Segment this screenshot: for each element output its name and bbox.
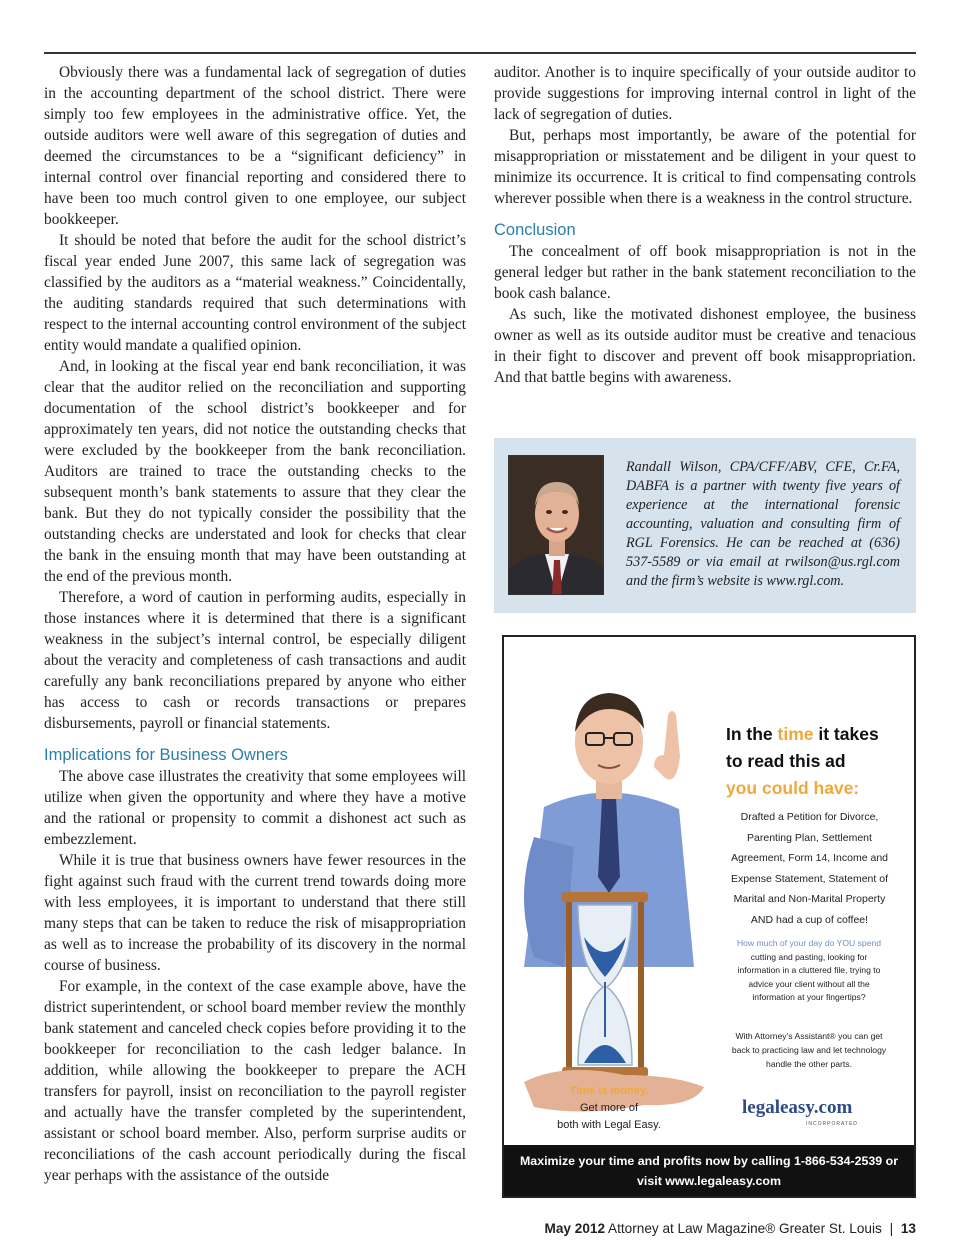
top-rule — [44, 52, 916, 54]
ad-get-more-line-1: Get more of — [579, 1102, 639, 1114]
ad-call-to-action-bar[interactable] — [504, 1145, 914, 1196]
logo-incorporated: INCORPORATED — [806, 1121, 858, 1127]
left-column — [44, 62, 466, 1186]
man-with-hourglass-illustration — [504, 637, 714, 1142]
left-paragraph-2: It should be noted that before the audit for the school district’s fiscal year ended June 2007, this same lack of segregation was classified by the auditors as a “material weakness.” Coincidentally, the auditing standards required that such determinations with respect to the internal accounting control environment of the subject entity would mandate a qualified opinion. — [44, 232, 466, 354]
page-number: 13 — [900, 1221, 916, 1236]
page-footer — [400, 1221, 916, 1236]
logo-wordmark: legaleasy — [742, 1097, 814, 1118]
ad-time-money — [524, 1083, 694, 1134]
ad-question-highlight: How much of your day do YOU spend — [736, 938, 882, 948]
right-paragraph-1: auditor. Another is to inquire specifically of your outside auditor to provide suggestions for improving internal control in light of the lack of segregation of duties. — [494, 64, 916, 123]
right-column — [494, 62, 916, 388]
conclusion-heading: Conclusion — [494, 221, 576, 239]
left-paragraph-4: Therefore, a word of caution in performing audits, especially in those instances where it is determined that there is a significant weakness in the subject’s internal control, be especially diligent about the veracity and completeness of cash transactions and audit carefully any bank reconciliations prepared by anyone who either has access to cash or records transactions or prepares disbursements, payroll or financial statements. — [44, 589, 466, 732]
left-paragraph-3: And, in looking at the fiscal year end bank reconciliation, it was clear that the auditor relied on the reconciliation and supporting documentation of the school district’s bookkeeper and for approximately ten years, did not notice the outstanding checks that were excluded by the bookkeeper from the bank reconciliation. Auditors are trained to trace the outstanding checks to the subsequent month’s bank statements to assure that they clear the bank. But they do not typically consider the possibility that the outstanding checks are understated and look for checks that clear the bank in the ensuing month that may have been outstanding at the end of the previous month. — [44, 358, 466, 585]
logo-dotcom: .com — [813, 1097, 853, 1118]
left-paragraph-1: Obviously there was a fundamental lack of segregation of duties in the accounting department of the school district. There were simply too few employees in the administrative office. Yet, the outside auditors were well aware of this segregation of duties and deemed the circumstances to be a “significant deficiency” in internal control over financial reporting and considered there to have been too much control given to one employee, our subject bookkeeper. — [44, 64, 466, 228]
ad-headline-part-1: In the — [726, 724, 778, 744]
ad-assistant-text: With Attorney’s Assistant® you can get back to practicing law and let technology handle the other parts. — [731, 1031, 887, 1069]
ad-headline-part-2: it takes — [813, 724, 879, 744]
left-paragraph-7: For example, in the context of the case example above, have the district superintendent, or school board member review the monthly bank statement and canceled check copies before providing it to the bookkeeper for reconciliation to the cash ledger balance. In addition, while allowing the bookkeeper to prepare the ACH transfers for payroll, insist on reconciliation to the payroll register and actually have the transfer completed by the superintendent, assistant or school board member. Also, perform surprise audits or reconciliations of the cash account periodically during the fiscal year perhaps with the assistance of the outside — [44, 978, 466, 1184]
ad-footer-line-1: Maximize your time and profits now by calling 1-866-534-2539 or — [519, 1154, 899, 1168]
ad-time-money-heading: Time is money. — [569, 1085, 649, 1097]
left-paragraph-5: The above case illustrates the creativity that some employees will utilize when given the opportunity and where they have a motive and the rational or propensity to commit a dishonest act such as embezzlement. — [44, 768, 466, 848]
legaleasy-logo[interactable] — [742, 1097, 872, 1133]
ad-headline-time: time — [777, 724, 814, 744]
author-photo — [508, 455, 604, 595]
right-paragraph-2: But, perhaps most importantly, be aware of the potential for misappropriation or misstatement and be diligent in your quest to minimize its occurrence. It is critical to find compensating controls wherever possible when there is a weakness in the control structure. — [494, 127, 916, 207]
ad-headline — [726, 721, 911, 802]
ad-headline-line-3: you could have: — [726, 778, 860, 798]
author-portrait-illustration — [509, 456, 604, 595]
ad-footer-line-2: visit www.legaleasy.com — [637, 1174, 781, 1188]
right-paragraph-4: As such, like the motivated dishonest employee, the business owner as well as its outside auditor must be creative and tenacious in their fight to discover and prevent off book misappropriation. And that battle begins with awareness. — [494, 306, 916, 386]
legaleasy-advertisement[interactable] — [502, 635, 916, 1198]
ad-question-rest: cutting and pasting, looking for information in a cluttered file, trying to advice your client without all the information at your fingertips? — [737, 951, 881, 1002]
footer-magazine: Attorney at Law Magazine® Greater St. Louis — [608, 1221, 882, 1236]
ad-question — [729, 937, 889, 1005]
footer-month: May 2012 — [544, 1221, 606, 1236]
author-bio-box — [494, 438, 916, 613]
ad-headline-line-2: to read this ad — [726, 751, 846, 771]
implications-heading: Implications for Business Owners — [44, 746, 288, 764]
ad-document-list: Drafted a Petition for Divorce, Parenting Plan, Settlement Agreement, Form 14, Income and Expense Statement, Statement of Marital and Non-Marital Property AND had a cup of coffee! — [730, 811, 888, 926]
ad-get-more-line-2: both with Legal Easy. — [557, 1119, 661, 1131]
left-paragraph-6: While it is true that business owners have fewer resources in the fight against such fraud with the current trend towards doing more with less employees, it is important to understand that there still many steps that can be taken to reduce the risk of misappropriation as well as to increase the probability of its discovery in the normal course of business. — [44, 852, 466, 974]
right-paragraph-3: The concealment of off book misappropriation is not in the general ledger but rather in the bank statement reconciliation to the book cash balance. — [494, 243, 916, 302]
author-bio-text: Randall Wilson, CPA/CFF/ABV, CFE, Cr.FA, DABFA is a partner with twenty five years of experience at the international forensic accounting, valuation and consulting firm of RGL Forensics. He can be reached at (636) 537-5589 or via email at rwilson@us.rgl.com and the firm’s website is www.rgl.com. — [626, 459, 900, 589]
footer-separator: | — [889, 1221, 894, 1236]
